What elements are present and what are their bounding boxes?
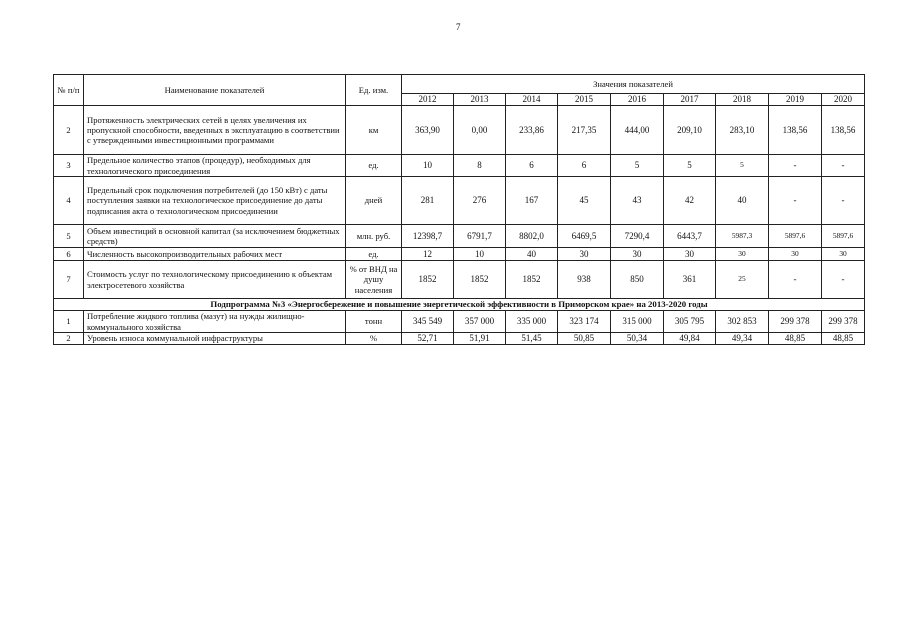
row-value: 49,34 <box>716 333 769 345</box>
row-value: 444,00 <box>611 106 664 155</box>
header-num: № п/п <box>54 75 84 106</box>
table-row <box>54 225 865 248</box>
row-value: 5 <box>664 155 716 177</box>
header-name: Наименование показателей <box>84 75 346 106</box>
row-value: 850 <box>611 261 664 299</box>
row-unit: дней <box>346 177 402 225</box>
header-unit: Ед. изм. <box>346 75 402 106</box>
row-value: 40 <box>716 177 769 225</box>
row-value: 305 795 <box>664 311 716 333</box>
row-value: 40 <box>506 248 558 261</box>
row-value: 6791,7 <box>454 225 506 248</box>
row-value: 283,10 <box>716 106 769 155</box>
row-num: 4 <box>54 177 84 225</box>
row-unit: млн. руб. <box>346 225 402 248</box>
header-year: 2018 <box>716 94 769 106</box>
row-value: 30 <box>716 248 769 261</box>
row-value: 1852 <box>402 261 454 299</box>
row-value: 8 <box>454 155 506 177</box>
header-values-title: Значения показателей <box>402 75 865 94</box>
header-year: 2020 <box>822 94 865 106</box>
header-year: 2017 <box>664 94 716 106</box>
row-value: 233,86 <box>506 106 558 155</box>
row-value: 138,56 <box>822 106 865 155</box>
row-value: 42 <box>664 177 716 225</box>
row-value: 25 <box>716 261 769 299</box>
row-value: 276 <box>454 177 506 225</box>
row-value: 302 853 <box>716 311 769 333</box>
header-year: 2019 <box>769 94 822 106</box>
row-name: Протяженность электрических сетей в целях увеличения их пропускной способности, введенных в эксплуатацию в соответствии с утвержденными инвестиционными программами <box>84 106 346 155</box>
row-value: 361 <box>664 261 716 299</box>
row-value: 209,10 <box>664 106 716 155</box>
row-value: 8802,0 <box>506 225 558 248</box>
row-value: 217,35 <box>558 106 611 155</box>
row-name: Объем инвестиций в основной капитал (за исключением бюджетных средств) <box>84 225 346 248</box>
row-value: - <box>822 261 865 299</box>
row-value: 52,71 <box>402 333 454 345</box>
row-unit: ед. <box>346 155 402 177</box>
row-unit: % от ВНД на душу населения <box>346 261 402 299</box>
row-value: 10 <box>454 248 506 261</box>
row-value: 323 174 <box>558 311 611 333</box>
row-value: 12398,7 <box>402 225 454 248</box>
row-value: 30 <box>611 248 664 261</box>
table-row <box>54 106 865 155</box>
row-value: 48,85 <box>769 333 822 345</box>
row-value: 5897,6 <box>822 225 865 248</box>
table-row <box>54 155 865 177</box>
row-value: 357 000 <box>454 311 506 333</box>
row-value: 30 <box>558 248 611 261</box>
page-number: 7 <box>456 22 461 32</box>
row-num: 1 <box>54 311 84 333</box>
row-value: 315 000 <box>611 311 664 333</box>
header-year: 2015 <box>558 94 611 106</box>
row-value: - <box>769 155 822 177</box>
row-num: 2 <box>54 333 84 345</box>
row-value: 45 <box>558 177 611 225</box>
row-value: 938 <box>558 261 611 299</box>
row-name: Численность высокопроизводительных рабочих мест <box>84 248 346 261</box>
row-value: 12 <box>402 248 454 261</box>
row-num: 2 <box>54 106 84 155</box>
row-num: 6 <box>54 248 84 261</box>
row-name: Предельный срок подключения потребителей (до 150 кВт) с даты поступления заявки на технологическое присоединение до даты подписания акта о технологическом присоединении <box>84 177 346 225</box>
row-value: 48,85 <box>822 333 865 345</box>
row-value: 30 <box>822 248 865 261</box>
row-name: Стоимость услуг по технологическому присоединению к объектам электросетевого хозяйства <box>84 261 346 299</box>
row-value: 299 378 <box>769 311 822 333</box>
row-name: Предельное количество этапов (процедур), необходимых для технологического присоединения <box>84 155 346 177</box>
table-row <box>54 333 865 345</box>
row-value: 363,90 <box>402 106 454 155</box>
row-value: 7290,4 <box>611 225 664 248</box>
row-num: 3 <box>54 155 84 177</box>
section-title: Подпрограмма №3 «Энергосбережение и повышение энергетической эффективности в Приморском крае» на 2013-2020 годы <box>54 299 865 311</box>
row-value: 5987,3 <box>716 225 769 248</box>
row-value: 138,56 <box>769 106 822 155</box>
row-value: 1852 <box>506 261 558 299</box>
row-value: 10 <box>402 155 454 177</box>
table-row <box>54 311 865 333</box>
row-value: 30 <box>769 248 822 261</box>
row-value: 50,85 <box>558 333 611 345</box>
row-value: 5 <box>611 155 664 177</box>
row-unit: тонн <box>346 311 402 333</box>
row-value: 51,45 <box>506 333 558 345</box>
row-num: 7 <box>54 261 84 299</box>
header-year: 2012 <box>402 94 454 106</box>
row-num: 5 <box>54 225 84 248</box>
row-value: 43 <box>611 177 664 225</box>
row-unit: км <box>346 106 402 155</box>
row-value: 5 <box>716 155 769 177</box>
header-year: 2016 <box>611 94 664 106</box>
row-value: 281 <box>402 177 454 225</box>
row-value: - <box>822 177 865 225</box>
row-value: - <box>769 177 822 225</box>
table-row <box>54 261 865 299</box>
header-year: 2014 <box>506 94 558 106</box>
row-value: 6443,7 <box>664 225 716 248</box>
row-value: 335 000 <box>506 311 558 333</box>
row-value: 50,34 <box>611 333 664 345</box>
row-value: - <box>769 261 822 299</box>
row-value: - <box>822 155 865 177</box>
row-value: 49,84 <box>664 333 716 345</box>
header-year: 2013 <box>454 94 506 106</box>
indicators-table <box>53 74 865 345</box>
row-value: 30 <box>664 248 716 261</box>
row-value: 51,91 <box>454 333 506 345</box>
row-name: Уровень износа коммунальной инфраструктуры <box>84 333 346 345</box>
row-value: 345 549 <box>402 311 454 333</box>
row-unit: ед. <box>346 248 402 261</box>
row-name: Потребление жидкого топлива (мазут) на нужды жилищно-коммунального хозяйства <box>84 311 346 333</box>
row-value: 6469,5 <box>558 225 611 248</box>
table-row <box>54 177 865 225</box>
row-unit: % <box>346 333 402 345</box>
row-value: 5897,6 <box>769 225 822 248</box>
row-value: 299 378 <box>822 311 865 333</box>
row-value: 1852 <box>454 261 506 299</box>
row-value: 6 <box>506 155 558 177</box>
row-value: 0,00 <box>454 106 506 155</box>
row-value: 167 <box>506 177 558 225</box>
row-value: 6 <box>558 155 611 177</box>
table-row <box>54 248 865 261</box>
